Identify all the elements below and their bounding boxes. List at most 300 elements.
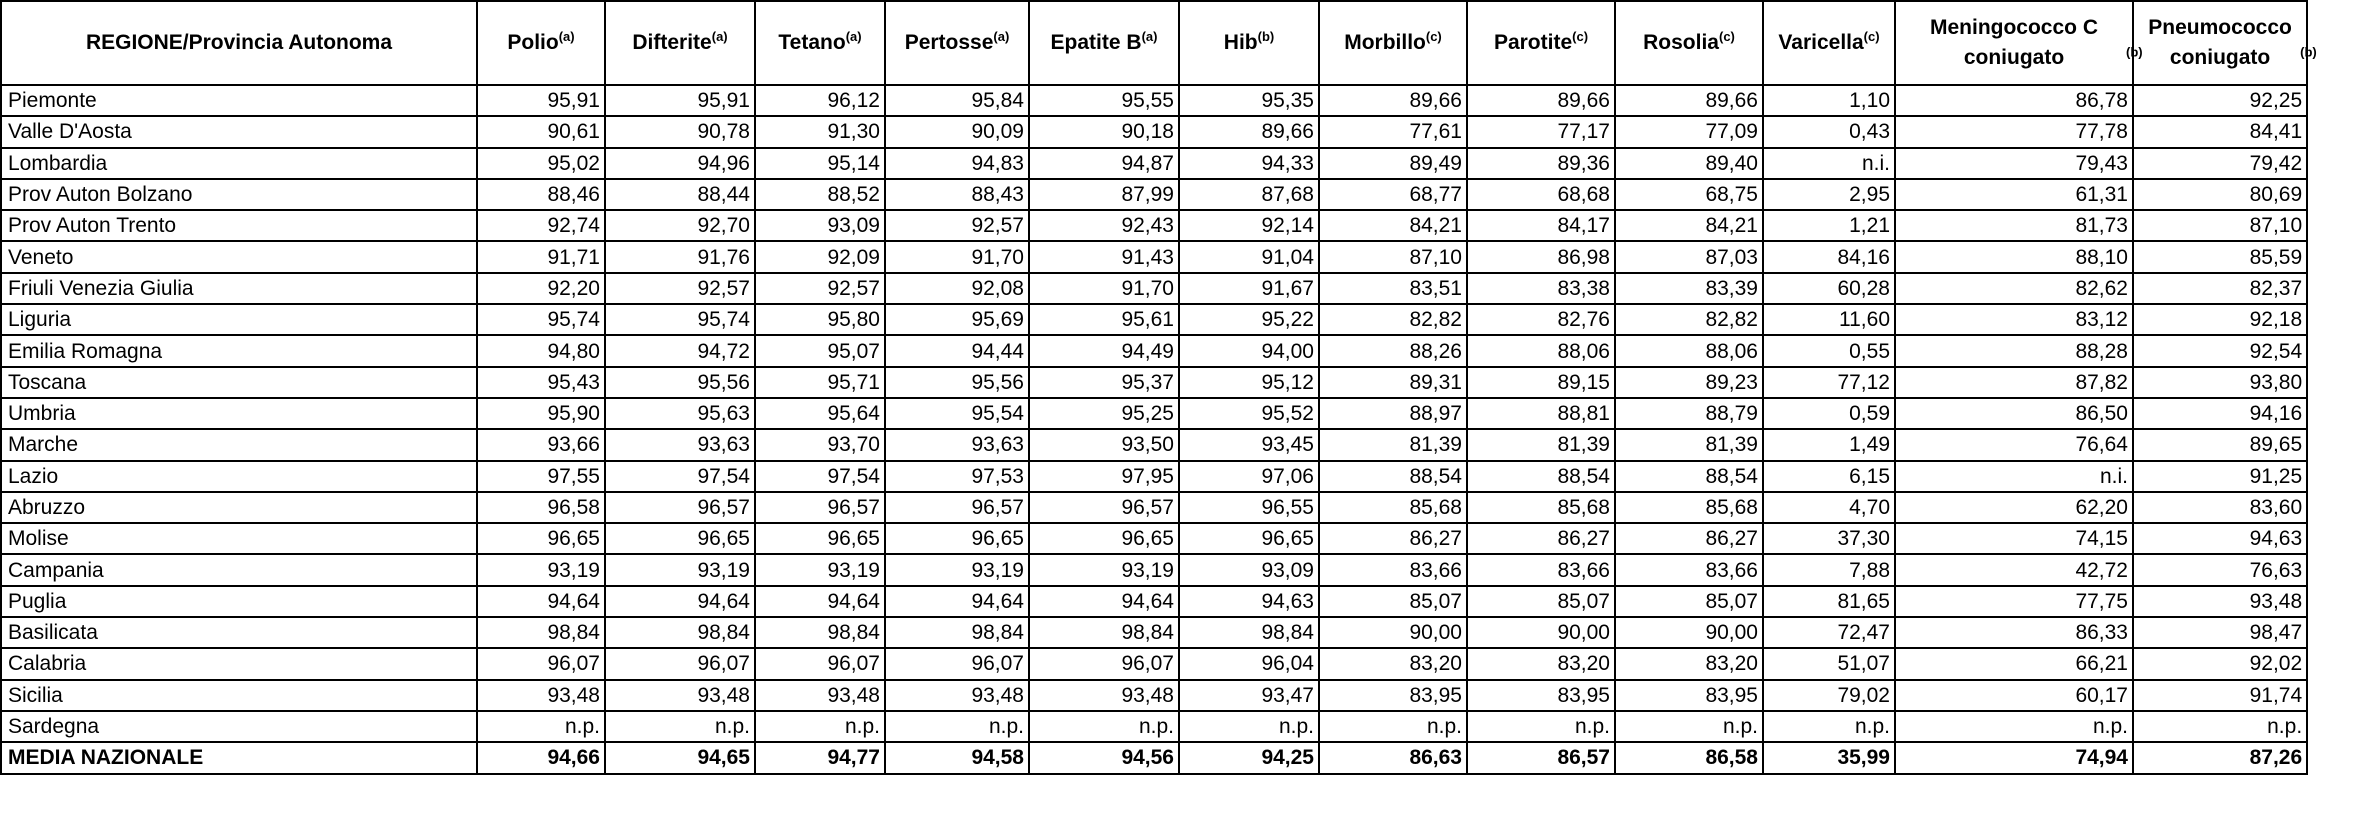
column-header-footnote: (a) (993, 28, 1010, 44)
coverage-value-cell: 83,20 (1467, 648, 1615, 679)
coverage-value-cell: 85,68 (1319, 492, 1467, 523)
column-header-label: Polio (507, 30, 559, 54)
coverage-value-cell: 84,17 (1467, 210, 1615, 241)
region-name-cell: Campania (1, 554, 477, 585)
coverage-value-cell: 83,66 (1467, 554, 1615, 585)
coverage-value-cell: 82,76 (1467, 304, 1615, 335)
coverage-value-cell: 91,04 (1179, 241, 1319, 272)
coverage-value-cell: 82,82 (1615, 304, 1763, 335)
coverage-value-cell: 81,39 (1319, 429, 1467, 460)
coverage-value-cell: 89,66 (1615, 85, 1763, 116)
coverage-value-cell: 88,79 (1615, 398, 1763, 429)
coverage-value-cell: 94,72 (605, 335, 755, 366)
coverage-value-cell: n.p. (1319, 711, 1467, 742)
coverage-value-cell: 96,07 (1029, 648, 1179, 679)
coverage-value-cell: 94,87 (1029, 148, 1179, 179)
coverage-value-cell: 89,15 (1467, 367, 1615, 398)
coverage-value-cell: 95,84 (885, 85, 1029, 116)
region-name-cell: Abruzzo (1, 492, 477, 523)
coverage-value-cell: 82,82 (1319, 304, 1467, 335)
region-name-cell: Sardegna (1, 711, 477, 742)
coverage-value-cell: 86,33 (1895, 617, 2133, 648)
coverage-value-cell: 93,50 (1029, 429, 1179, 460)
coverage-value-cell: 0,59 (1763, 398, 1895, 429)
coverage-value-cell: 92,70 (605, 210, 755, 241)
column-header (1467, 1, 1615, 85)
coverage-value-cell: 94,65 (605, 742, 755, 773)
coverage-value-cell: 97,54 (605, 461, 755, 492)
coverage-value-cell: 93,48 (1029, 680, 1179, 711)
total-row (1, 742, 2307, 773)
coverage-value-cell: 93,48 (2133, 586, 2307, 617)
coverage-value-cell: n.p. (755, 711, 885, 742)
table-row (1, 429, 2307, 460)
coverage-value-cell: 86,98 (1467, 241, 1615, 272)
coverage-value-cell: 89,40 (1615, 148, 1763, 179)
column-header (885, 1, 1029, 85)
coverage-value-cell: 95,56 (605, 367, 755, 398)
coverage-value-cell: 86,50 (1895, 398, 2133, 429)
coverage-value-cell: 97,54 (755, 461, 885, 492)
coverage-value-cell: 96,65 (755, 523, 885, 554)
coverage-value-cell: 87,10 (2133, 210, 2307, 241)
coverage-value-cell: 91,67 (1179, 273, 1319, 304)
table-row (1, 398, 2307, 429)
table-row (1, 85, 2307, 116)
column-header-label: Varicella (1778, 30, 1864, 54)
coverage-value-cell: n.p. (2133, 711, 2307, 742)
coverage-value-cell: 81,65 (1763, 586, 1895, 617)
coverage-value-cell: 91,76 (605, 241, 755, 272)
coverage-value-cell: 92,09 (755, 241, 885, 272)
coverage-value-cell: 0,55 (1763, 335, 1895, 366)
coverage-value-cell: 92,54 (2133, 335, 2307, 366)
coverage-value-cell: 88,28 (1895, 335, 2133, 366)
table-row (1, 648, 2307, 679)
coverage-value-cell: 62,20 (1895, 492, 2133, 523)
coverage-value-cell: 88,54 (1467, 461, 1615, 492)
coverage-value-cell: 89,49 (1319, 148, 1467, 179)
coverage-value-cell: 94,64 (1029, 586, 1179, 617)
coverage-value-cell: 94,56 (1029, 742, 1179, 773)
coverage-value-cell: 95,07 (755, 335, 885, 366)
coverage-value-cell: 92,74 (477, 210, 605, 241)
coverage-value-cell: 98,84 (885, 617, 1029, 648)
coverage-value-cell: n.i. (1895, 461, 2133, 492)
coverage-value-cell: 95,52 (1179, 398, 1319, 429)
coverage-value-cell: 95,74 (605, 304, 755, 335)
region-name-cell: Valle D'Aosta (1, 116, 477, 147)
coverage-value-cell: 98,47 (2133, 617, 2307, 648)
column-header-label: Meningococco C coniugato (1929, 15, 2098, 69)
column-header-footnote: (a) (711, 28, 728, 44)
coverage-value-cell: 83,66 (1615, 554, 1763, 585)
region-name-cell: Lombardia (1, 148, 477, 179)
table-row (1, 148, 2307, 179)
coverage-value-cell: 83,51 (1319, 273, 1467, 304)
coverage-value-cell: 96,07 (885, 648, 1029, 679)
coverage-value-cell: 82,37 (2133, 273, 2307, 304)
coverage-value-cell: 2,95 (1763, 179, 1895, 210)
column-header (755, 1, 885, 85)
coverage-value-cell: 89,66 (1467, 85, 1615, 116)
coverage-value-cell: 85,68 (1467, 492, 1615, 523)
table-row (1, 116, 2307, 147)
region-name-cell: Prov Auton Trento (1, 210, 477, 241)
coverage-value-cell: 88,26 (1319, 335, 1467, 366)
coverage-value-cell: 68,75 (1615, 179, 1763, 210)
coverage-value-cell: 77,09 (1615, 116, 1763, 147)
table-body (1, 85, 2307, 774)
coverage-value-cell: 79,42 (2133, 148, 2307, 179)
coverage-value-cell: 77,61 (1319, 116, 1467, 147)
column-header-label: Morbillo (1344, 30, 1426, 54)
region-name-cell: Toscana (1, 367, 477, 398)
coverage-value-cell: 92,25 (2133, 85, 2307, 116)
coverage-value-cell: 89,23 (1615, 367, 1763, 398)
coverage-value-cell: 86,27 (1467, 523, 1615, 554)
region-name-cell: Friuli Venezia Giulia (1, 273, 477, 304)
coverage-value-cell: 86,63 (1319, 742, 1467, 773)
coverage-value-cell: 94,64 (885, 586, 1029, 617)
coverage-value-cell: 77,12 (1763, 367, 1895, 398)
column-header (1763, 1, 1895, 85)
coverage-value-cell: 98,84 (477, 617, 605, 648)
coverage-value-cell: n.p. (885, 711, 1029, 742)
coverage-value-cell: 98,84 (1179, 617, 1319, 648)
region-name-cell: Basilicata (1, 617, 477, 648)
coverage-value-cell: 97,06 (1179, 461, 1319, 492)
table-row (1, 461, 2307, 492)
coverage-value-cell: 94,00 (1179, 335, 1319, 366)
coverage-value-cell: 96,07 (755, 648, 885, 679)
coverage-value-cell: 86,27 (1615, 523, 1763, 554)
column-header-footnote: (a) (558, 28, 575, 44)
region-name-cell: Emilia Romagna (1, 335, 477, 366)
coverage-value-cell: n.p. (477, 711, 605, 742)
coverage-value-cell: 93,70 (755, 429, 885, 460)
coverage-value-cell: 83,60 (2133, 492, 2307, 523)
coverage-value-cell: 66,21 (1895, 648, 2133, 679)
coverage-value-cell: 77,78 (1895, 116, 2133, 147)
column-header-label: REGIONE/Provincia Autonoma (85, 30, 393, 54)
coverage-value-cell: 93,47 (1179, 680, 1319, 711)
table-row (1, 554, 2307, 585)
coverage-value-cell: 1,21 (1763, 210, 1895, 241)
coverage-value-cell: 93,19 (477, 554, 605, 585)
table-row (1, 179, 2307, 210)
coverage-value-cell: 96,57 (605, 492, 755, 523)
coverage-value-cell: 6,15 (1763, 461, 1895, 492)
coverage-value-cell: 88,44 (605, 179, 755, 210)
coverage-value-cell: 95,80 (755, 304, 885, 335)
coverage-value-cell: 1,10 (1763, 85, 1895, 116)
column-header (605, 1, 755, 85)
coverage-value-cell: 93,48 (755, 680, 885, 711)
coverage-value-cell: 94,66 (477, 742, 605, 773)
coverage-value-cell: 87,99 (1029, 179, 1179, 210)
coverage-value-cell: 94,83 (885, 148, 1029, 179)
region-name-cell: Liguria (1, 304, 477, 335)
region-name-cell: Marche (1, 429, 477, 460)
coverage-value-cell: 90,78 (605, 116, 755, 147)
coverage-value-cell: 95,90 (477, 398, 605, 429)
coverage-value-cell: 81,39 (1615, 429, 1763, 460)
coverage-value-cell: 83,95 (1467, 680, 1615, 711)
coverage-value-cell: 85,07 (1467, 586, 1615, 617)
coverage-value-cell: 95,43 (477, 367, 605, 398)
coverage-value-cell: 95,35 (1179, 85, 1319, 116)
coverage-value-cell: 87,10 (1319, 241, 1467, 272)
coverage-value-cell: 94,64 (477, 586, 605, 617)
region-name-cell: Piemonte (1, 85, 477, 116)
column-header-label: Rosolia (1643, 30, 1719, 54)
coverage-value-cell: 93,66 (477, 429, 605, 460)
column-header (1029, 1, 1179, 85)
coverage-value-cell: 92,57 (755, 273, 885, 304)
coverage-value-cell: 74,94 (1895, 742, 2133, 773)
coverage-value-cell: 89,66 (1179, 116, 1319, 147)
coverage-value-cell: 87,03 (1615, 241, 1763, 272)
coverage-value-cell: 79,02 (1763, 680, 1895, 711)
coverage-value-cell: 61,31 (1895, 179, 2133, 210)
coverage-value-cell: 95,64 (755, 398, 885, 429)
coverage-value-cell: 88,97 (1319, 398, 1467, 429)
coverage-value-cell: 76,64 (1895, 429, 2133, 460)
coverage-value-cell: 88,10 (1895, 241, 2133, 272)
coverage-value-cell: n.p. (605, 711, 755, 742)
coverage-value-cell: 89,65 (2133, 429, 2307, 460)
coverage-value-cell: 37,30 (1763, 523, 1895, 554)
coverage-value-cell: 95,91 (477, 85, 605, 116)
column-header-label: Epatite B (1050, 30, 1142, 54)
coverage-value-cell: 98,84 (605, 617, 755, 648)
coverage-value-cell: 92,02 (2133, 648, 2307, 679)
coverage-value-cell: 88,54 (1319, 461, 1467, 492)
coverage-value-cell: 96,57 (755, 492, 885, 523)
column-header-footnote: (c) (1863, 28, 1880, 44)
column-header-footnote: (a) (1141, 28, 1158, 44)
column-header (2133, 1, 2317, 85)
table-row (1, 711, 2307, 742)
coverage-value-cell: 79,43 (1895, 148, 2133, 179)
coverage-value-cell: 77,75 (1895, 586, 2133, 617)
coverage-value-cell: 96,58 (477, 492, 605, 523)
coverage-value-cell: 90,18 (1029, 116, 1179, 147)
coverage-value-cell: 92,18 (2133, 304, 2307, 335)
coverage-value-cell: 87,68 (1179, 179, 1319, 210)
coverage-value-cell: 96,65 (605, 523, 755, 554)
coverage-value-cell: 95,56 (885, 367, 1029, 398)
coverage-value-cell: 94,44 (885, 335, 1029, 366)
column-header (1319, 1, 1467, 85)
coverage-value-cell: 83,95 (1615, 680, 1763, 711)
coverage-value-cell: 86,58 (1615, 742, 1763, 773)
coverage-value-cell: 98,84 (755, 617, 885, 648)
coverage-value-cell: 95,14 (755, 148, 885, 179)
column-header-footnote: (b) (2126, 44, 2143, 59)
column-header-footnote: (c) (1718, 28, 1735, 44)
coverage-value-cell: 83,12 (1895, 304, 2133, 335)
region-name-cell: Calabria (1, 648, 477, 679)
coverage-value-cell: n.p. (1895, 711, 2133, 742)
table-row (1, 241, 2307, 272)
table-row (1, 680, 2307, 711)
coverage-value-cell: 86,78 (1895, 85, 2133, 116)
coverage-value-cell: 77,17 (1467, 116, 1615, 147)
coverage-value-cell: 91,70 (1029, 273, 1179, 304)
column-header-label: Pneumococco coniugato (2148, 15, 2292, 69)
coverage-value-cell: 95,37 (1029, 367, 1179, 398)
coverage-value-cell: 83,39 (1615, 273, 1763, 304)
column-header (1179, 1, 1319, 85)
coverage-value-cell: 0,43 (1763, 116, 1895, 147)
coverage-value-cell: 90,00 (1319, 617, 1467, 648)
coverage-value-cell: 94,33 (1179, 148, 1319, 179)
coverage-value-cell: 94,80 (477, 335, 605, 366)
coverage-value-cell: 93,48 (885, 680, 1029, 711)
coverage-value-cell: 35,99 (1763, 742, 1895, 773)
coverage-value-cell: 97,55 (477, 461, 605, 492)
column-header (1895, 1, 2143, 85)
coverage-value-cell: 7,88 (1763, 554, 1895, 585)
coverage-value-cell: 60,17 (1895, 680, 2133, 711)
coverage-value-cell: 97,53 (885, 461, 1029, 492)
coverage-value-cell: 11,60 (1763, 304, 1895, 335)
coverage-value-cell: n.p. (1467, 711, 1615, 742)
coverage-value-cell: 95,55 (1029, 85, 1179, 116)
coverage-value-cell: 94,96 (605, 148, 755, 179)
coverage-value-cell: 80,69 (2133, 179, 2307, 210)
column-header-label: Parotite (1493, 30, 1573, 54)
coverage-value-cell: 93,19 (605, 554, 755, 585)
coverage-value-cell: 83,95 (1319, 680, 1467, 711)
coverage-value-cell: 1,49 (1763, 429, 1895, 460)
coverage-value-cell: 86,27 (1319, 523, 1467, 554)
column-header-footnote: (b) (1257, 28, 1275, 44)
coverage-value-cell: 72,47 (1763, 617, 1895, 648)
coverage-value-cell: 96,55 (1179, 492, 1319, 523)
table-row (1, 367, 2307, 398)
column-header-region (1, 1, 477, 85)
coverage-value-cell: 90,00 (1615, 617, 1763, 648)
column-header-label: Hib (1223, 30, 1258, 54)
table-row (1, 210, 2307, 241)
coverage-value-cell: 93,48 (477, 680, 605, 711)
coverage-value-cell: 85,07 (1319, 586, 1467, 617)
coverage-value-cell: 91,70 (885, 241, 1029, 272)
coverage-value-cell: 93,80 (2133, 367, 2307, 398)
coverage-value-cell: 92,20 (477, 273, 605, 304)
region-name-cell: Umbria (1, 398, 477, 429)
coverage-value-cell: 86,57 (1467, 742, 1615, 773)
coverage-value-cell: 68,77 (1319, 179, 1467, 210)
coverage-value-cell: 96,65 (1179, 523, 1319, 554)
coverage-value-cell: 97,95 (1029, 461, 1179, 492)
coverage-value-cell: 95,63 (605, 398, 755, 429)
coverage-value-cell: 94,16 (2133, 398, 2307, 429)
coverage-value-cell: 94,63 (2133, 523, 2307, 554)
coverage-value-cell: 93,63 (605, 429, 755, 460)
coverage-value-cell: 93,48 (605, 680, 755, 711)
column-header (1615, 1, 1763, 85)
region-name-cell: MEDIA NAZIONALE (1, 742, 477, 773)
coverage-value-cell: 96,12 (755, 85, 885, 116)
coverage-value-cell: 96,65 (885, 523, 1029, 554)
coverage-value-cell: 94,77 (755, 742, 885, 773)
coverage-value-cell: 92,08 (885, 273, 1029, 304)
coverage-value-cell: 95,74 (477, 304, 605, 335)
coverage-value-cell: 94,49 (1029, 335, 1179, 366)
coverage-value-cell: 90,61 (477, 116, 605, 147)
coverage-value-cell: 92,14 (1179, 210, 1319, 241)
coverage-value-cell: 81,39 (1467, 429, 1615, 460)
coverage-value-cell: 98,84 (1029, 617, 1179, 648)
coverage-value-cell: 91,43 (1029, 241, 1179, 272)
coverage-value-cell: 94,25 (1179, 742, 1319, 773)
coverage-value-cell: 91,25 (2133, 461, 2307, 492)
coverage-value-cell: 95,54 (885, 398, 1029, 429)
coverage-value-cell: n.p. (1763, 711, 1895, 742)
coverage-value-cell: 94,64 (755, 586, 885, 617)
coverage-value-cell: 88,43 (885, 179, 1029, 210)
coverage-value-cell: 92,57 (885, 210, 1029, 241)
coverage-value-cell: 95,61 (1029, 304, 1179, 335)
table-row (1, 273, 2307, 304)
coverage-value-cell: 88,81 (1467, 398, 1615, 429)
coverage-value-cell: 76,63 (2133, 554, 2307, 585)
table-row (1, 335, 2307, 366)
coverage-value-cell: 96,65 (1029, 523, 1179, 554)
coverage-value-cell: 81,73 (1895, 210, 2133, 241)
coverage-value-cell: n.i. (1763, 148, 1895, 179)
coverage-value-cell: 87,82 (1895, 367, 2133, 398)
column-header-footnote: (c) (1425, 28, 1442, 44)
coverage-value-cell: 84,21 (1615, 210, 1763, 241)
coverage-value-cell: 85,68 (1615, 492, 1763, 523)
coverage-value-cell: 88,52 (755, 179, 885, 210)
coverage-value-cell: 96,07 (477, 648, 605, 679)
coverage-value-cell: 95,91 (605, 85, 755, 116)
coverage-value-cell: 85,07 (1615, 586, 1763, 617)
column-header-label: Difterite (632, 30, 712, 54)
column-header-footnote: (c) (1572, 28, 1589, 44)
coverage-value-cell: 68,68 (1467, 179, 1615, 210)
coverage-value-cell: 95,69 (885, 304, 1029, 335)
coverage-value-cell: 92,57 (605, 273, 755, 304)
coverage-value-cell: 88,06 (1615, 335, 1763, 366)
coverage-value-cell: 90,09 (885, 116, 1029, 147)
region-name-cell: Veneto (1, 241, 477, 272)
table-row (1, 304, 2307, 335)
coverage-value-cell: 93,19 (755, 554, 885, 585)
coverage-value-cell: 84,21 (1319, 210, 1467, 241)
header-row (1, 1, 2307, 85)
coverage-value-cell: 84,41 (2133, 116, 2307, 147)
coverage-value-cell: 96,57 (1029, 492, 1179, 523)
table-row (1, 586, 2307, 617)
coverage-value-cell: 96,65 (477, 523, 605, 554)
region-name-cell: Lazio (1, 461, 477, 492)
column-header-label: Pertosse (904, 30, 994, 54)
coverage-value-cell: 95,25 (1029, 398, 1179, 429)
coverage-value-cell: 4,70 (1763, 492, 1895, 523)
region-name-cell: Prov Auton Bolzano (1, 179, 477, 210)
coverage-value-cell: 95,12 (1179, 367, 1319, 398)
coverage-value-cell: 95,71 (755, 367, 885, 398)
coverage-value-cell: 93,09 (755, 210, 885, 241)
coverage-value-cell: 51,07 (1763, 648, 1895, 679)
